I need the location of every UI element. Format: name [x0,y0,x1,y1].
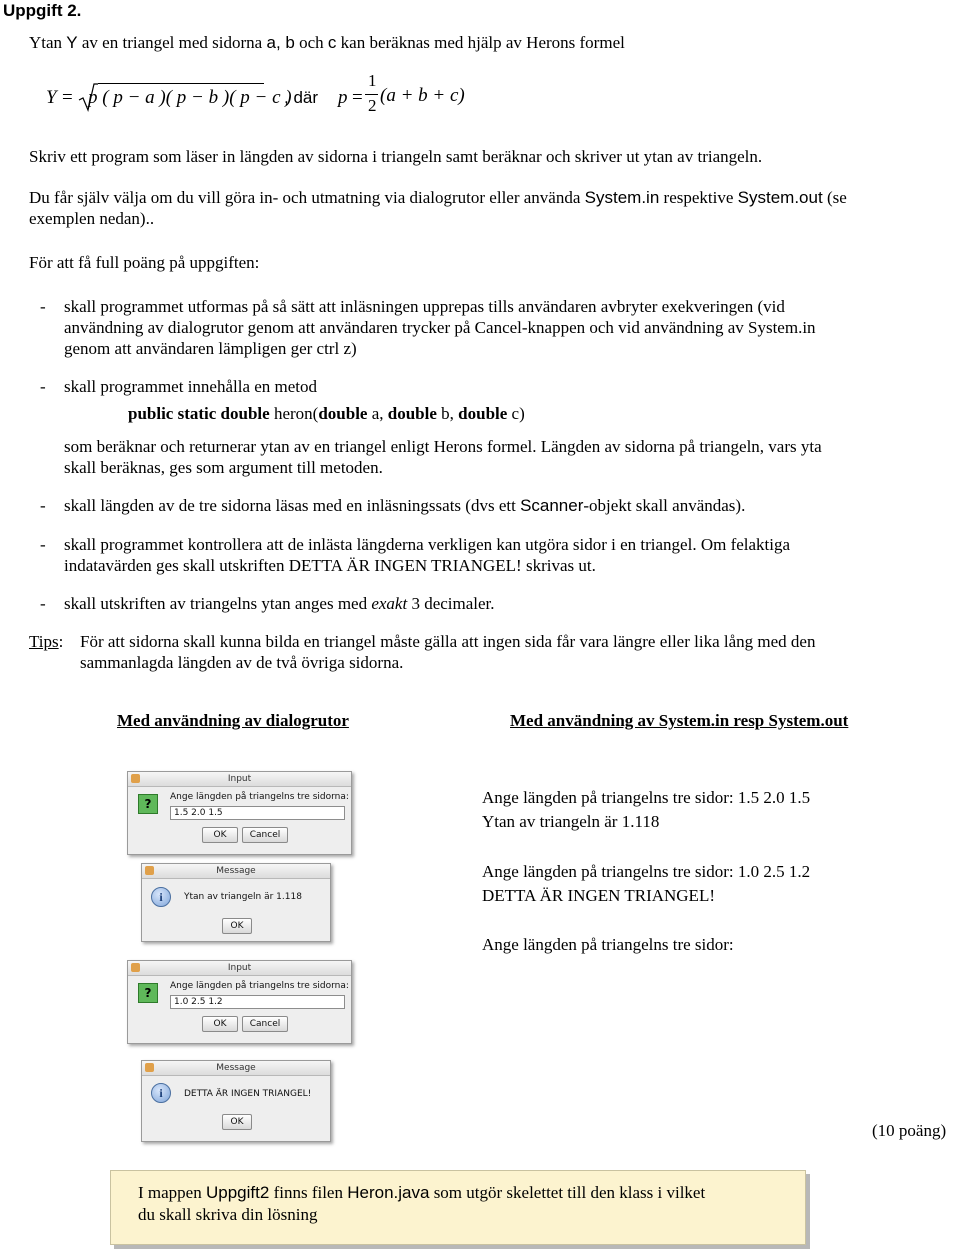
intro-part: av en triangel med sidorna [77,33,267,52]
dialog-titlebar [128,961,351,976]
heading-console: Med användning av System.in resp System.out [510,711,849,730]
heron-formula [46,71,516,126]
fraction-numerator: 1 [368,71,377,90]
console-line: DETTA ÄR INGEN TRIANGEL! [482,886,715,905]
question-icon: ? [138,794,158,814]
cancel-button[interactable]: Cancel [242,827,288,843]
sqrt-bar [98,83,264,84]
bullet-dash: - [40,594,46,613]
dialog-prompt: Ange längden på triangelns tre sidorna: [170,981,349,991]
tips-line-1: För att sidorna skall kunna bilda en triangel måste gälla att ingen sida får vara längre eller lika lång med den [80,632,816,651]
method-signature [128,403,525,424]
sig-keyword: double [387,404,437,423]
formula-equals: = [352,87,363,108]
dialog-title: Message [216,866,256,876]
sig-name: heron( [269,404,319,423]
bullet-2-line-2: som beräknar och returnerar ytan av en triangel enligt Herons formel. Längden av sidorna på triangeln, vars yta [64,437,822,456]
java-icon [131,963,140,972]
fraction-denominator: 2 [368,96,377,115]
tips-line-2: sammanlagda längden av de två övriga sidorna. [80,653,404,672]
ok-button[interactable]: OK [222,918,252,934]
bullet-5 [64,593,495,614]
formula-sum: (a + b + c) [380,85,465,106]
var-a: a [266,33,276,52]
dialog-message: Ytan av triangeln är 1.118 [184,892,302,902]
console-line: Ange längden på triangelns tre sidor: 1.5 2.0 1.5 [482,788,811,807]
note-line-1 [138,1182,705,1203]
bullet-dash: - [40,297,46,316]
note-part: som utgör skelettet till den klass i vilket [429,1183,706,1202]
info-icon: i [151,887,171,907]
sig-param: b, [436,404,459,423]
fraction-bar [365,94,378,95]
info-icon: i [151,1083,171,1103]
console-line: Ytan av triangeln är 1.118 [482,812,660,831]
bullet-5-part: 3 decimaler. [407,594,495,613]
intro-part: kan beräknas med hjälp av Herons formel [336,33,625,52]
dialog-titlebar [142,864,330,879]
ok-button[interactable]: OK [202,827,238,843]
bullet-1-line-3: genom att användaren lämpligen ger ctrl z) [64,339,357,358]
var-y: Y [66,33,78,52]
bullet-2-line-1: skall programmet innehålla en metod [64,377,318,396]
code-system-out: System.out [737,188,823,207]
note-part: I mappen [138,1183,206,1202]
bullet-5-part: skall utskriften av triangelns ytan anges med [64,594,372,613]
emphasis-exakt: exakt [371,594,408,613]
formula-equals: = [62,87,73,108]
var-c: c [327,33,337,52]
dialog-input-field[interactable]: 1.0 2.5 1.2 [170,995,345,1009]
tips-label [29,631,63,652]
code-scanner: Scanner [520,496,584,515]
intro-part: , [275,33,286,52]
dialog-input-field[interactable]: 1.5 2.0 1.5 [170,806,345,820]
note-part: finns filen [269,1183,348,1202]
console-line: Ange längden på triangelns tre sidor: [482,935,734,954]
sig-keyword: double [318,404,368,423]
intro-part: och [294,33,328,52]
question-icon: ? [138,983,158,1003]
para2-part: (se [822,188,847,207]
code-file-name: Heron.java [347,1183,430,1202]
dialog-title: Input [227,774,252,784]
formula-radicand: p ( p − a )( p − b )( p − c ) [88,87,292,108]
input-dialog [127,771,352,855]
java-icon [131,774,140,783]
paragraph-task: Skriv ett program som läser in längden av sidorna i triangeln samt beräknar och skriver ut ytan av triangeln. [29,147,763,166]
sig-keyword: public static double [128,404,270,423]
message-dialog [141,863,331,942]
note-line-2: du skall skriva din lösning [138,1205,318,1224]
page-title: Uppgift 2. [3,1,82,20]
tips-label-text: Tips [29,632,59,651]
paragraph-io-choice [29,187,847,208]
bullet-dash: - [40,535,46,554]
requirements-intro: För att få full poäng på uppgiften: [29,253,260,272]
formula-separator: , där [284,88,319,107]
formula-p: p [338,87,348,108]
cancel-button[interactable]: Cancel [242,1016,288,1032]
message-dialog [141,1060,331,1142]
sig-param: c) [507,404,525,423]
intro-part: Ytan [29,33,67,52]
formula-lhs: Y [46,87,57,108]
java-icon [145,866,154,875]
dialog-title: Input [227,963,252,973]
bullet-1-line-2: användning av dialogrutor genom att användaren trycker på Cancel-knappen och vid användning av System.in [64,318,816,337]
tips-colon: : [58,632,64,651]
java-icon [145,1063,154,1072]
code-system-in: System.in [584,188,660,207]
console-line: Ange längden på triangelns tre sidor: 1.0 2.5 1.2 [482,862,811,881]
dialog-prompt: Ange längden på triangelns tre sidorna: [170,792,349,802]
bullet-dash: - [40,496,46,515]
bullet-3 [64,495,745,516]
bullet-dash: - [40,377,46,396]
paragraph-io-choice-line2: exemplen nedan).. [29,209,155,228]
intro-text [29,32,625,53]
ok-button[interactable]: OK [222,1114,252,1130]
dialog-message: DETTA ÄR INGEN TRIANGEL! [184,1089,312,1099]
bullet-3-part: skall längden av de tre sidorna läsas med en inläsningssats (dvs ett [64,496,521,515]
para2-part: Du får själv välja om du vill göra in- och utmatning via dialogrutor eller använda [29,188,585,207]
dialog-titlebar [128,772,351,787]
bullet-3-part: -objekt skall användas). [583,496,746,515]
points-label: (10 poäng) [872,1121,947,1140]
dialog-titlebar [142,1061,330,1076]
code-folder-name: Uppgift2 [205,1183,270,1202]
dialog-title: Message [216,1063,256,1073]
para2-part: respektive [659,188,738,207]
input-dialog [127,960,352,1044]
sig-param: a, [367,404,388,423]
sig-keyword: double [458,404,508,423]
note-box [110,1170,806,1245]
bullet-1-line-1: skall programmet utformas på så sätt att inläsningen upprepas tills användaren avbryter exekveringen (vid [64,297,785,316]
heading-dialogs: Med användning av dialogrutor [117,711,349,730]
bullet-4-line-2: indatavärden ges skall utskriften DETTA ÄR INGEN TRIANGEL! skrivas ut. [64,556,596,575]
bullet-4-line-1: skall programmet kontrollera att de inlästa längderna verkligen kan utgöra sidor i en triangel. Om felaktiga [64,535,791,554]
ok-button[interactable]: OK [202,1016,238,1032]
bullet-2-line-3: skall beräknas, ges som argument till metoden. [64,458,383,477]
var-b: b [285,33,295,52]
